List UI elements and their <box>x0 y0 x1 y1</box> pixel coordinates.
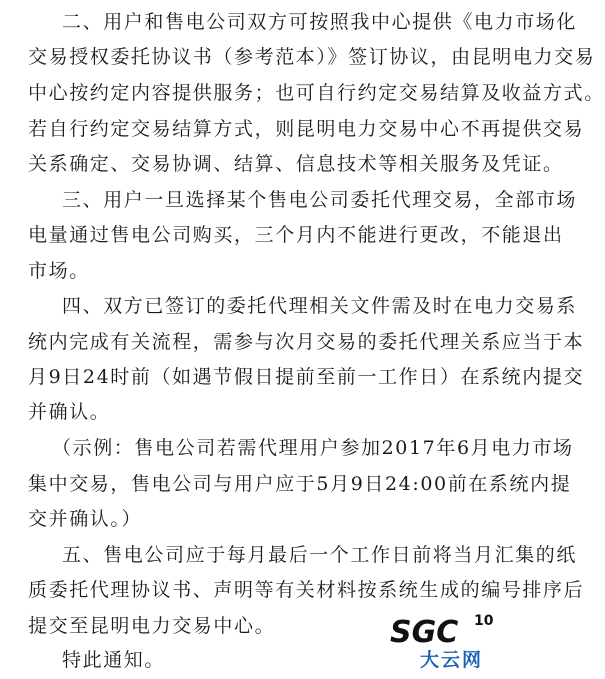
paragraph-4-line-2: 统内完成有关流程，需参与次月交易的委托代理关系应当于本 <box>28 331 585 353</box>
paragraph-3-line-2: 电量通过售电公司购买，三个月内不能进行更改，不能退出 <box>28 224 564 246</box>
closing-notice: 特此通知。 <box>62 649 166 671</box>
paragraph-4-line-3: 月9日24时前（如遇节假日提前至前一工作日）在系统内提交 <box>28 366 585 388</box>
paragraph-2-line-3: 中心按约定内容提供服务；也可自行约定交易结算及收益方式。 <box>28 82 605 104</box>
paragraph-5-line-1: 五、售电公司应于每月最后一个工作日前将当月汇集的纸 <box>62 544 578 566</box>
paragraph-2-line-2: 交易授权委托协议书（参考范本）》签订协议，由昆明电力交易 <box>28 46 596 68</box>
watermark-logo <box>390 613 510 669</box>
watermark-superscript: 10 <box>474 613 494 629</box>
paragraph-4-line-1: 四、双方已签订的委托代理相关文件需及时在电力交易系 <box>62 295 578 317</box>
paragraph-3-line-1: 三、用户一旦选择某个售电公司委托代理交易，全部市场 <box>62 189 578 211</box>
paragraph-3-line-3: 市场。 <box>28 260 90 282</box>
paragraph-2-line-1: 二、用户和售电公司双方可按照我中心提供《电力市场化 <box>62 11 578 33</box>
example-line-1: （示例：售电公司若需代理用户参加2017年6月电力市场 <box>52 437 574 459</box>
paragraph-4-line-4: 并确认。 <box>28 401 111 423</box>
watermark-subtitle: 大云网 <box>420 649 484 671</box>
paragraph-5-line-2: 质委托代理协议书、声明等有关材料按系统生成的编号排序后 <box>28 579 585 601</box>
paragraph-2-line-5: 关系确定、交易协调、结算、信息技术等相关服务及凭证。 <box>28 153 564 175</box>
paragraph-5-line-3: 提交至昆明电力交易中心。 <box>28 615 276 637</box>
watermark-brand: SGC <box>390 615 459 650</box>
example-line-3: 交并确认。） <box>28 508 143 530</box>
paragraph-2-line-4: 若自行约定交易结算方式，则昆明电力交易中心不再提供交易 <box>28 118 585 140</box>
example-line-2: 集中交易，售电公司与用户应于5月9日24:00前在系统内提 <box>28 473 572 495</box>
